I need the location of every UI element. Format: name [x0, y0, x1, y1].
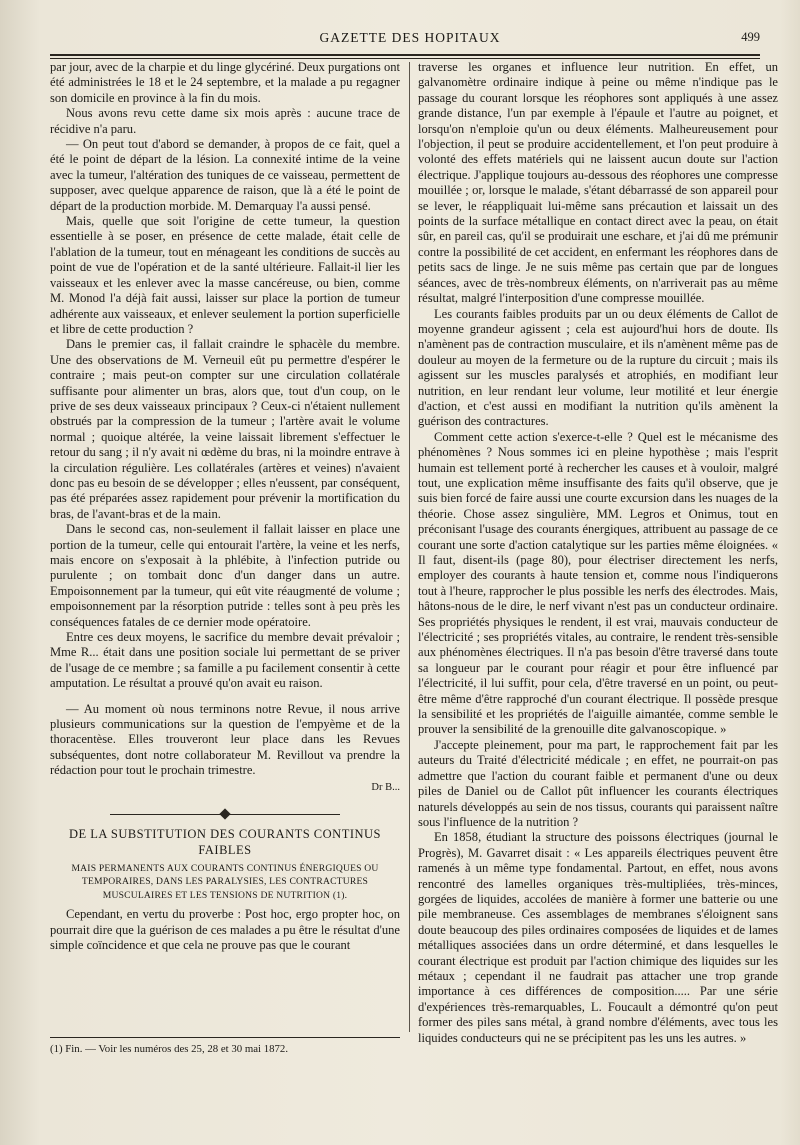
header-rule	[50, 54, 760, 59]
right-column	[418, 60, 778, 1046]
paragraph: Mais, quelle que soit l'origine de cette tumeur, la question essentielle à se poser, en présence de cette malade, était celle de l'ablation de la tumeur, tout en ménageant les conditions de succès au point de vue de l'opération et de la santé ultérieure. Fallait-il lier les vaisseaux et les enlever avec la masse cancéreuse, ou bien, comme M. Monod l'a déjà fait aussi, laisser sur place la portion de tumeur adhérente aux vaisseaux, et enlever seulement la portion superficielle et libre de cette production ?	[50, 214, 400, 336]
paragraph: Comment cette action s'exerce-t-elle ? Quel est le mécanisme des phénomènes ? Nous sommes ici en pleine hypothèse ; mais l'esprit humain est tellement porté à rechercher les causes et à vouloir, malgré tout, une explication même insuffisante des faits qu'il observe, que je suis bien forcé de faire aussi une courte excursion dans les nuages de la théorie. Chose assez singulière, MM. Legros et Onimus, tout en préconisant l'usage des courants énergiques, attribuent au passage de ce courant une sorte d'action catalytique sur les parties même éloignées. « Il faut, disent-ils (page 80), pour électriser directement les nerfs, employer des courants à haute tension et, comme nous l'indiquerons tout à l'heure, rapprocher le plus possible les nerfs des électrodes. Mais, hâtons-nous de le dire, le nerf vivant n'est pas un conducteur ordinaire. Ses propriétés physiques le rendent, il est vrai, mauvais conducteur de l'électricité ; ses propriétés vitales, au contraire, le rendent très-sensible aux phénomènes électriques. Il n'a pas besoin d'être traversé dans toute sa longueur par le courant pour réagir et pour être influencé par l'électricité, il lui suffit, pour cela, d'être traversé en un point, ou peut-être même d'être rapproché d'un courant électrique. Il possède presque la sensibilité et les propriétés de l'aiguille aimantée, comme semble le prouver la sensibilité de la grenouille dite galvanoscopique. »	[418, 429, 778, 737]
page-number: 499	[741, 30, 760, 44]
spacer	[50, 692, 400, 702]
paragraph: traverse les organes et influence leur nutrition. En effet, un galvanomètre ordinaire indique à peine ou même n'indique pas le passage du courant lorsque les réophores sont appliqués à une assez grande distance, l'un par exemple à l'épaule et l'autre au poignet, et lorsqu'on n'emploie qu'un ou deux éléments. Malheureusement pour l'objection, il peut se produire accidentellement, et l'on peut produire à volonté des effets matériels qui ne laissent aucun doute sur l'action électrique. J'applique toujours au-dessous des réophores une compresse mouillée ; or, lorsque le malade, s'étant débarrassé de son appareil pour se lever, le réappliquait lui-même sans précaution et laissait un des points de la surface métallique en contact direct avec la peau, on était sûr, en pareil cas, qu'il se produirait une eschare, et j'ai dû me prémunir contre la possibilité de cet accident, en enfermant les réophores dans de petits sacs de linge. Je ne suis même pas certain que par de longues séances, avec de très-nombreux éléments, on n'arriverait pas au même résultat, malgré l'interposition d'une compresse mouillée.	[418, 60, 778, 306]
paragraph: Dans le premier cas, il fallait craindre le sphacèle du membre. Une des observations de M. Verneuil eût pu permettre d'espérer le contraire ; mais peut-on compter sur une circulation collatérale suffisante pour alimenter un bras, alors que, tout d'un coup, on le prive de ses deux vaisseaux principaux ? Ceux-ci n'étaient nullement obstrués par la compression de la tumeur ; l'artère avait le volume normal ; quoique altérée, la veine laissait librement s'effectuer le retour du sang ; il n'y avait ni œdème du bras, ni la moindre entrave à la circulation régulière. Les collatérales (artères et veines) n'avaient donc pas eu besoin de se développer ; elles n'eussent, par conséquent, pas été préparées assez rapidement pour prévenir la mortification du bras, de l'avant-bras et de la main.	[50, 337, 400, 521]
section-subtitle: MAIS PERMANENTS AUX COURANTS CONTINUS ÉNERGIQUES OU TEMPORAIRES, DANS LES PARALYSIES, LES CONTRACTURES MUSCULAIRES ET LES TENSIONS DE NUTRITION (1).	[71, 862, 379, 901]
ornament-divider	[110, 807, 340, 821]
paragraph: Entre ces deux moyens, le sacrifice du membre devait prévaloir ; Mme R... était dans une position sociale lui permettant de se priver de l'usage de ce membre ; sa famille a pu facilement consentir à cette amputation. Le résultat a prouvé qu'on avait eu raison.	[50, 630, 400, 691]
paragraph: Nous avons revu cette dame six mois après : aucune trace de récidive n'a paru.	[50, 106, 400, 136]
paragraph: En 1858, étudiant la structure des poissons électriques (journal le Progrès), M. Gavarret disait : « Les appareils électriques peuvent être ramenés à un même type fondamental. Partout, en effet, nous avons rencontré des lamelles organiques très-multipliées, très-minces, gorgées de liquides, accolées de manière à former une batterie ou une pile membraneuse. Ces assemblages de membranes s'éloignent sans doute beaucoup des piles ordinaires composées de liquides et de lames métalliques associées dans un ordre déterminé, et dans lesquelles le courant électrique est produit par l'action chimique des liquides sur les métaux ; cependant il ne faudrait pas attacher une trop grande importance à ces différences de composition..... Par une série d'expériences très-remarquables, L. Foucault a démontré qu'on peut former des piles sans métal, à grand nombre d'éléments, avec tous les liquides conducteurs qui ne se précipitent pas les uns les autres. »	[418, 830, 778, 1045]
footnote: (1) Fin. — Voir les numéros des 25, 28 et 30 mai 1872.	[50, 1043, 289, 1055]
column-divider	[409, 62, 410, 1032]
paragraph: Les courants faibles produits par un ou deux éléments de Callot de moyenne grandeur agissent ; cela est aujourd'hui hors de doute. Ils n'amènent pas de contraction musculaire, et ils n'amènent même pas de douleur au moyen de la fermeture ou de la rupture du circuit ; mais ils agissent sur les muscles paralysés et atrophiés, en modifiant leur nutrition, en leur rendant leur volume, leur motilité et leur énergie d'action, et c'est aussi en modifiant la nutrition qu'ils amènent la guérison des contractures.	[418, 306, 778, 429]
diamond-ornament-icon	[219, 808, 230, 819]
announcement: — Au moment où nous terminons notre Revue, il nous arrive plusieurs communications sur la question de l'empyème et de la thoracentèse. Elles trouveront leur place dans les Revues subséquentes, dont notre collaborateur M. Revillout va prendre la rédaction pour tout le prochain trimestre.	[50, 701, 400, 778]
paragraph: — On peut tout d'abord se demander, à propos de ce fait, quel a été le point de départ de la lésion. La connexité intime de la veine avec la tumeur, l'altération des tuniques de ce vaisseau, permettent de supposer, avec quelque apparence de raison, que là a été le point de départ de la production morbide. M. Demarquay l'a aussi pensé.	[50, 137, 400, 213]
running-head	[50, 30, 770, 50]
paragraph: Dans le second cas, non-seulement il fallait laisser en place une portion de la tumeur, celle qui entourait l'artère, la veine et les nerfs, mais encore on s'exposait à la phlébite, à l'infection putride ou purulente ; on tombait donc d'un danger dans un autre. Empoisonnement par la tumeur, qui eût vite réaugmenté de volume ; empoisonnement par la résorption putride : telles sont à peu près les conséquences fatales de ce dernier mode opératoire.	[50, 522, 400, 629]
author-signature: Dr B...	[371, 781, 400, 793]
section-intro: Cependant, en vertu du proverbe : Post hoc, ergo propter hoc, on pourrait dire que la guérison de ces malades a pu être le résultat d'une simple coïncidence et que cela ne prouve pas que le courant	[50, 907, 400, 953]
section-title: DE LA SUBSTITUTION DES COURANTS CONTINUS FAIBLES	[68, 827, 382, 857]
paragraph: J'accepte pleinement, pour ma part, le rapprochement fait par les auteurs du Traité d'électricité médicale ; en effet, ne pourrait-on pas admettre que l'action du courant faible et permanent d'une ou deux piles de Daniel ou de Callot pût influencer les courants électriques naturels développés au sein de nos tissus, courants qui paraissent naître sous l'influence de la nutrition ?	[418, 737, 778, 829]
journal-title: GAZETTE DES HOPITAUX	[319, 30, 501, 45]
paragraph: par jour, avec de la charpie et du linge glycériné. Deux purgations ont été administrées le 18 et le 24 septembre, et la malade a pu regagner son domicile en province à la fin du mois.	[50, 60, 400, 105]
footnote-rule	[50, 1037, 400, 1038]
left-column	[50, 60, 400, 954]
